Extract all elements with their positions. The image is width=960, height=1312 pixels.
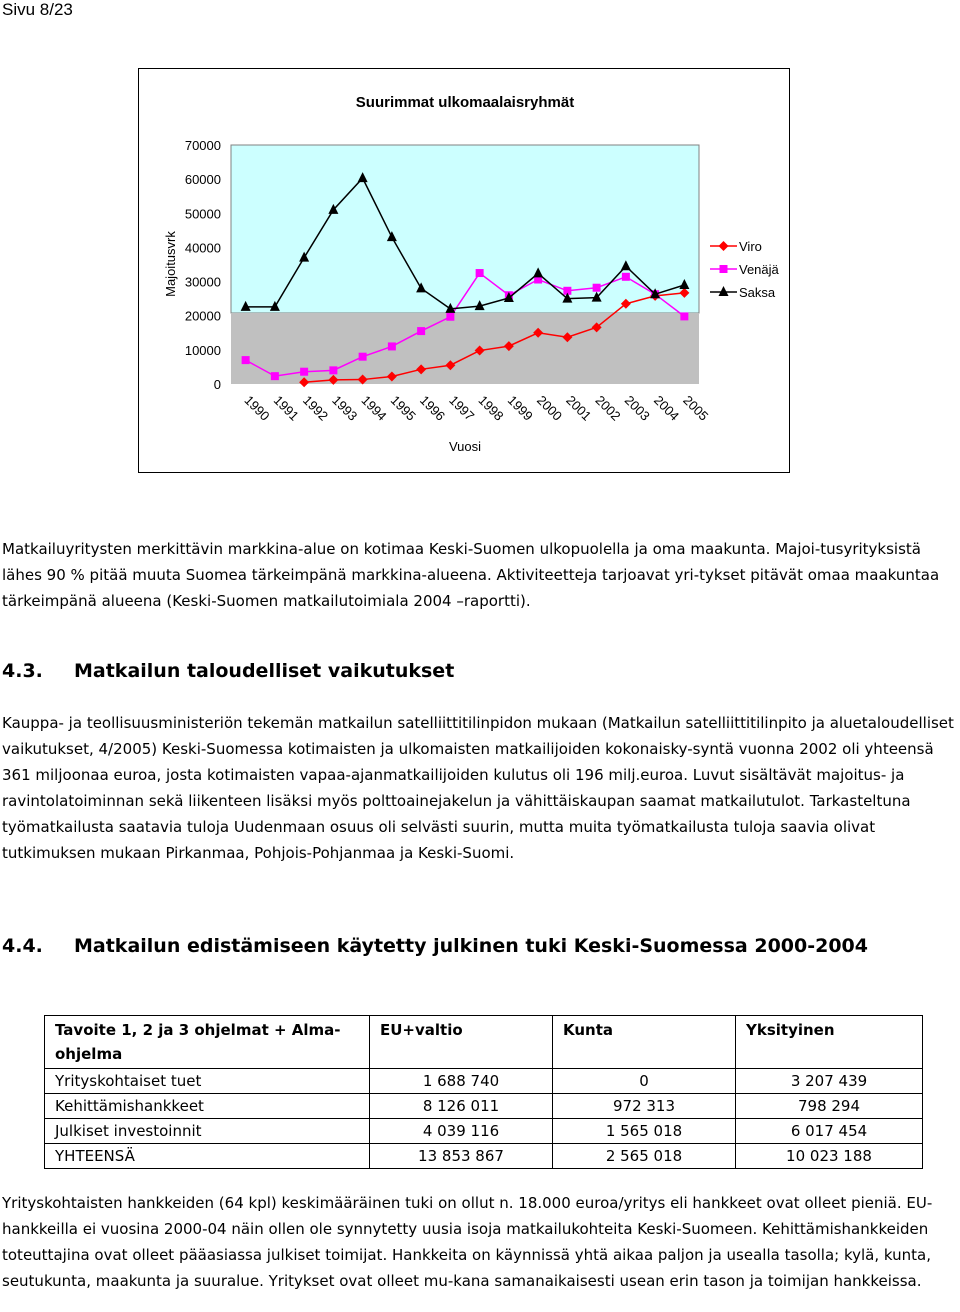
y-tick-label: 20000 bbox=[184, 308, 221, 324]
y-axis-label: Majoitusvrk bbox=[163, 231, 178, 297]
table-cell: 1 688 740 bbox=[370, 1069, 553, 1094]
y-tick-label: 30000 bbox=[184, 274, 221, 290]
x-tick-label: 2005 bbox=[680, 392, 712, 424]
chart-title: Suurimmat ulkomaalaisryhmät bbox=[355, 94, 575, 111]
x-tick-label: 1995 bbox=[387, 392, 419, 424]
y-tick-label: 10000 bbox=[184, 342, 221, 358]
header-cell: Tavoite 1, 2 ja 3 ohjelmat + Alma-ohjelma bbox=[45, 1016, 370, 1069]
table-cell: 972 313 bbox=[553, 1094, 736, 1119]
data-point-venäjä bbox=[388, 342, 396, 350]
x-tick-label: 2000 bbox=[534, 392, 566, 424]
legend-label: Venäjä bbox=[739, 262, 779, 277]
data-point-venäjä bbox=[242, 356, 250, 364]
page-header: Sivu 8/23 bbox=[2, 0, 73, 19]
x-tick-label: 1997 bbox=[446, 392, 478, 424]
y-tick-label: 50000 bbox=[184, 206, 221, 222]
table-cell: 6 017 454 bbox=[736, 1119, 923, 1144]
paragraph-markets: Matkailuyritysten merkittävin markkina-alue on kotimaa Keski-Suomen ulkopuolella ja oma maakunta. Majoi-tusyrityksistä lähes 90 % pitää muuta Suomea tärkeimpänä markkina-alueena. Aktiviteetteja tarjoavat yri-tykset pitävät omaa maakuntaa tärkeimpänä alueena (Keski-Suomen matkailutoimiala 2004 –raportti). bbox=[2, 540, 940, 610]
paragraph-projects: Yrityskohtaisten hankkeiden (64 kpl) keskimääräinen tuki on ollut n. 18.000 euroa/yritys eli hankkeet ovat olleet pieniä. EU-hankkeilla ei vuosina 2000-04 näin ollen ole synnytetty uusia isoja matkailukohteita Keski-Suomeen. Kehittämishankkeiden toteuttajina ovat olleet pääasiassa julkiset toimijat. Hankkeita on käynnissä yhtä aikaa paljon ja usealla tasolla; kylä, kunta, seutukunta, maakunta ja suuralue. Yritykset ovat olleet mu-kana samanaikaisesti usean erin tason ja toimijan hankkeissa. bbox=[2, 1194, 933, 1290]
table-row bbox=[45, 1094, 923, 1119]
header-cell: Yksityinen bbox=[736, 1016, 923, 1069]
row-label: Yrityskohtaiset tuet bbox=[45, 1069, 370, 1094]
legend-label: Viro bbox=[739, 239, 762, 254]
paragraph-economic-effects: Kauppa- ja teollisuusministeriön tekemän matkailun satelliittitilinpidon mukaan (Matkailun satelliittitilinpito ja aluetaloudelliset vaikutukset, 4/2005) Keski-Suomessa kotimaisten ja ulkomaisten matkailijoiden kokonaisky-syntä vuonna 2002 oli yhteensä 361 miljoonaa euroa, josta kotimaisten vapaa-ajanmatkailijoiden kulutus oli 196 milj.euroa. Luvut sisältävät majoitus- ja ravintolatoiminnan sekä liikenteen lisäksi myös polttoainejakelun ja vähittäiskaupan saamat matkailutulot. Tarkasteltuna työmatkailusta saatavia tuloja Uudenmaan osuus oli selvästi suurin, mutta muita työmatkailusta tuloja saavia olivat tutkimuksen mukaan Pirkanmaa, Pohjois-Pohjanmaa ja Keski-Suomi. bbox=[2, 714, 954, 862]
row-label: Julkiset investoinnit bbox=[45, 1119, 370, 1144]
y-tick-label: 40000 bbox=[184, 240, 221, 256]
table-cell: 10 023 188 bbox=[736, 1144, 923, 1169]
funding-table bbox=[44, 1015, 923, 1169]
data-point-venäjä bbox=[300, 368, 308, 376]
x-tick-label: 1993 bbox=[329, 392, 361, 424]
x-tick-label: 1994 bbox=[358, 392, 390, 424]
chart-frame bbox=[138, 68, 790, 473]
x-tick-label: 2004 bbox=[651, 392, 683, 424]
data-point-venäjä bbox=[476, 269, 484, 277]
x-tick-label: 2003 bbox=[621, 392, 653, 424]
heading-title: Matkailun taloudelliset vaikutukset bbox=[74, 660, 455, 682]
x-tick-label: 1996 bbox=[417, 392, 449, 424]
data-point-venäjä bbox=[271, 372, 279, 380]
data-point-venäjä bbox=[680, 312, 688, 320]
heading-title: Matkailun edistämiseen käytetty julkinen tuki Keski-Suomessa 2000-2004 bbox=[74, 935, 868, 957]
y-tick-label: 60000 bbox=[184, 172, 221, 188]
y-tick-label: 0 bbox=[213, 377, 221, 392]
table-cell: 2 565 018 bbox=[553, 1144, 736, 1169]
table-cell: 1 565 018 bbox=[553, 1119, 736, 1144]
line-chart bbox=[139, 69, 791, 474]
table-header-row bbox=[45, 1016, 923, 1069]
heading-4-3 bbox=[2, 660, 454, 682]
header-cell: EU+valtio bbox=[370, 1016, 553, 1069]
x-tick-label: 2001 bbox=[563, 392, 595, 424]
heading-4-4 bbox=[2, 935, 868, 957]
table-cell: 0 bbox=[553, 1069, 736, 1094]
x-axis-label: Vuosi bbox=[448, 439, 482, 454]
legend-marker bbox=[720, 265, 728, 273]
data-point-venäjä bbox=[417, 327, 425, 335]
data-point-venäjä bbox=[359, 353, 367, 361]
x-tick-label: 1990 bbox=[241, 392, 273, 424]
table-cell: 8 126 011 bbox=[370, 1094, 553, 1119]
data-point-venäjä bbox=[622, 273, 630, 281]
y-tick-label: 70000 bbox=[184, 138, 221, 153]
table-cell: 4 039 116 bbox=[370, 1119, 553, 1144]
table-cell: 3 207 439 bbox=[736, 1069, 923, 1094]
x-tick-label: 2002 bbox=[592, 392, 624, 424]
x-tick-label: 1998 bbox=[475, 392, 507, 424]
x-tick-label: 1999 bbox=[504, 392, 536, 424]
table-cell: 13 853 867 bbox=[370, 1144, 553, 1169]
row-label: Kehittämishankkeet bbox=[45, 1094, 370, 1119]
data-point-venäjä bbox=[329, 366, 337, 374]
x-tick-label: 1992 bbox=[300, 392, 332, 424]
table-row bbox=[45, 1069, 923, 1094]
data-point-venäjä bbox=[446, 313, 454, 321]
legend-label: Saksa bbox=[739, 285, 776, 300]
table-cell: 798 294 bbox=[736, 1094, 923, 1119]
table-row bbox=[45, 1119, 923, 1144]
data-point-venäjä bbox=[593, 284, 601, 292]
heading-number: 4.4. bbox=[2, 935, 43, 957]
header-cell: Kunta bbox=[553, 1016, 736, 1069]
plot-area bbox=[231, 145, 699, 313]
x-tick-label: 1991 bbox=[270, 392, 302, 424]
table-row bbox=[45, 1144, 923, 1169]
row-label: YHTEENSÄ bbox=[45, 1144, 370, 1169]
heading-number: 4.3. bbox=[2, 660, 43, 682]
